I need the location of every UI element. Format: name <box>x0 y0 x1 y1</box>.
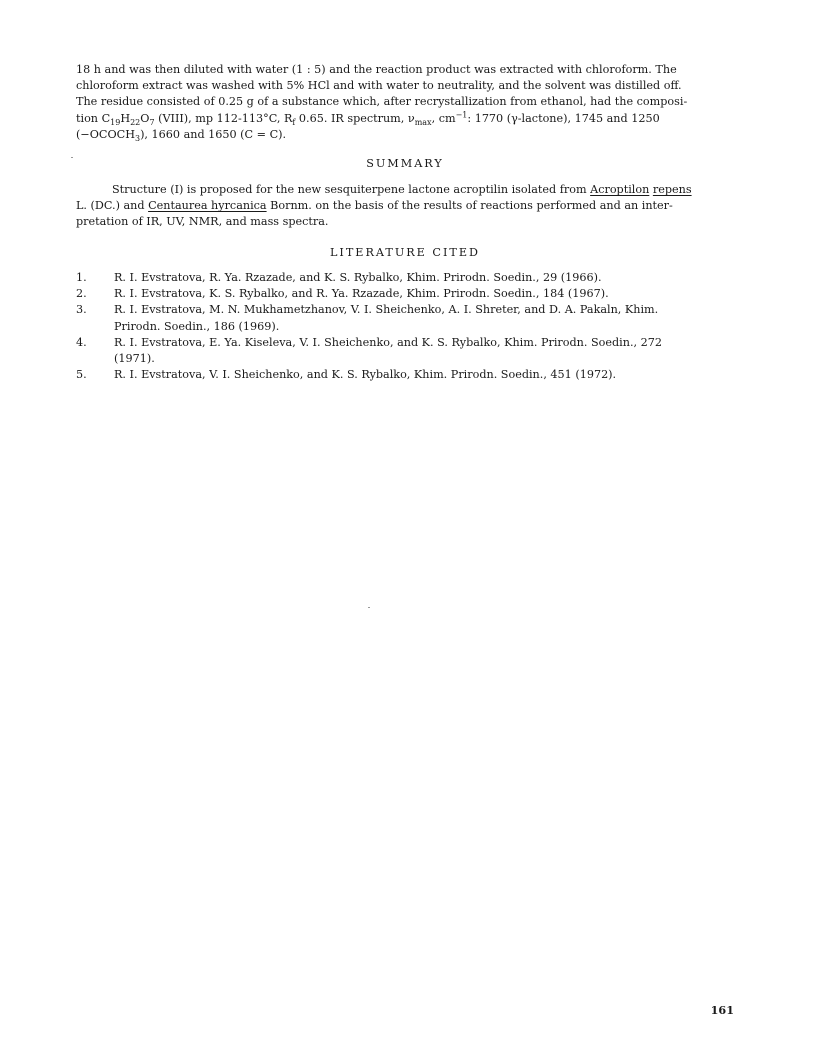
reference-item <box>76 270 734 286</box>
summary-heading: SUMMARY <box>366 157 444 170</box>
text-line: pretation of IR, UV, NMR, and mass spectra. <box>76 215 329 229</box>
reference-text <box>114 335 734 367</box>
reference-item <box>76 367 734 383</box>
text-line-formula: tion $C_{19}H_{22}O_7$ (VIII), mp 112-113°C, $R_f$ 0.65. IR spectrum, $\nu_{max}$, $cm^{-1}$: 1770 (γ-lactone), 1745 and 1250 <box>76 109 660 127</box>
reference-number: 2. <box>76 287 87 301</box>
reference-text <box>114 367 734 383</box>
scan-speck <box>71 157 73 158</box>
reference-text <box>114 286 734 302</box>
reference-number: 1. <box>76 271 87 284</box>
text-line: $(-OCOCH_3)$, 1660 and 1650 (C = C). <box>76 127 287 144</box>
reference-number: 3. <box>76 303 87 317</box>
summary-paragraph <box>76 182 734 231</box>
reference-item <box>76 335 734 367</box>
literature-cited-heading: LITERATURE CITED <box>330 246 480 259</box>
reference-list <box>76 270 734 383</box>
scan-speck <box>368 607 370 608</box>
reference-number: 4. <box>76 335 87 349</box>
text-line: chloroform extract was washed with 5% HCl and with water to neutrality, and the solvent was distilled off. <box>76 79 682 93</box>
text-line: 18 h and was then diluted with water (1 : 5) and the reaction product was extracted with chloroform. The <box>76 63 677 76</box>
text-line: Structure (I) is proposed for the new sesquiterpene lactone acroptilin isolated from Acroptilon repens <box>112 183 692 196</box>
reference-number: 5. <box>76 368 87 382</box>
reference-line: Prirodn. Soedin., 186 (1969). <box>114 319 280 333</box>
page-number: 161 <box>710 1003 734 1017</box>
reference-text <box>114 270 734 286</box>
text-line: L. (DC.) and Centaurea hyrcanica Bornm. on the basis of the results of reactions performed and an inter- <box>76 199 673 213</box>
reference-line: R. I. Evstratova, E. Ya. Kiseleva, V. I. Sheichenko, and K. S. Rybalko, Khim. Prirodn. Soedin., 272 <box>114 335 662 349</box>
reference-line: R. I. Evstratova, K. S. Rybalko, and R. Ya. Rzazade, Khim. Prirodn. Soedin., 184 (1967). <box>114 287 609 301</box>
experimental-paragraph <box>76 62 734 143</box>
reference-text <box>114 302 734 334</box>
reference-line: R. I. Evstratova, R. Ya. Rzazade, and K. S. Rybalko, Khim. Prirodn. Soedin., 29 (1966). <box>114 271 602 284</box>
reference-line: R. I. Evstratova, M. N. Mukhametzhanov, V. I. Sheichenko, A. I. Shreter, and D. A. Pakaln, Khim. <box>114 303 659 317</box>
reference-line: (1971). <box>114 352 155 366</box>
reference-item <box>76 302 734 334</box>
reference-line: R. I. Evstratova, V. I. Sheichenko, and K. S. Rybalko, Khim. Prirodn. Soedin., 451 (1972). <box>114 368 617 382</box>
text-line: The residue consisted of 0.25 g of a substance which, after recrystallization from ethanol, had the composi- <box>76 95 688 109</box>
reference-item <box>76 286 734 302</box>
